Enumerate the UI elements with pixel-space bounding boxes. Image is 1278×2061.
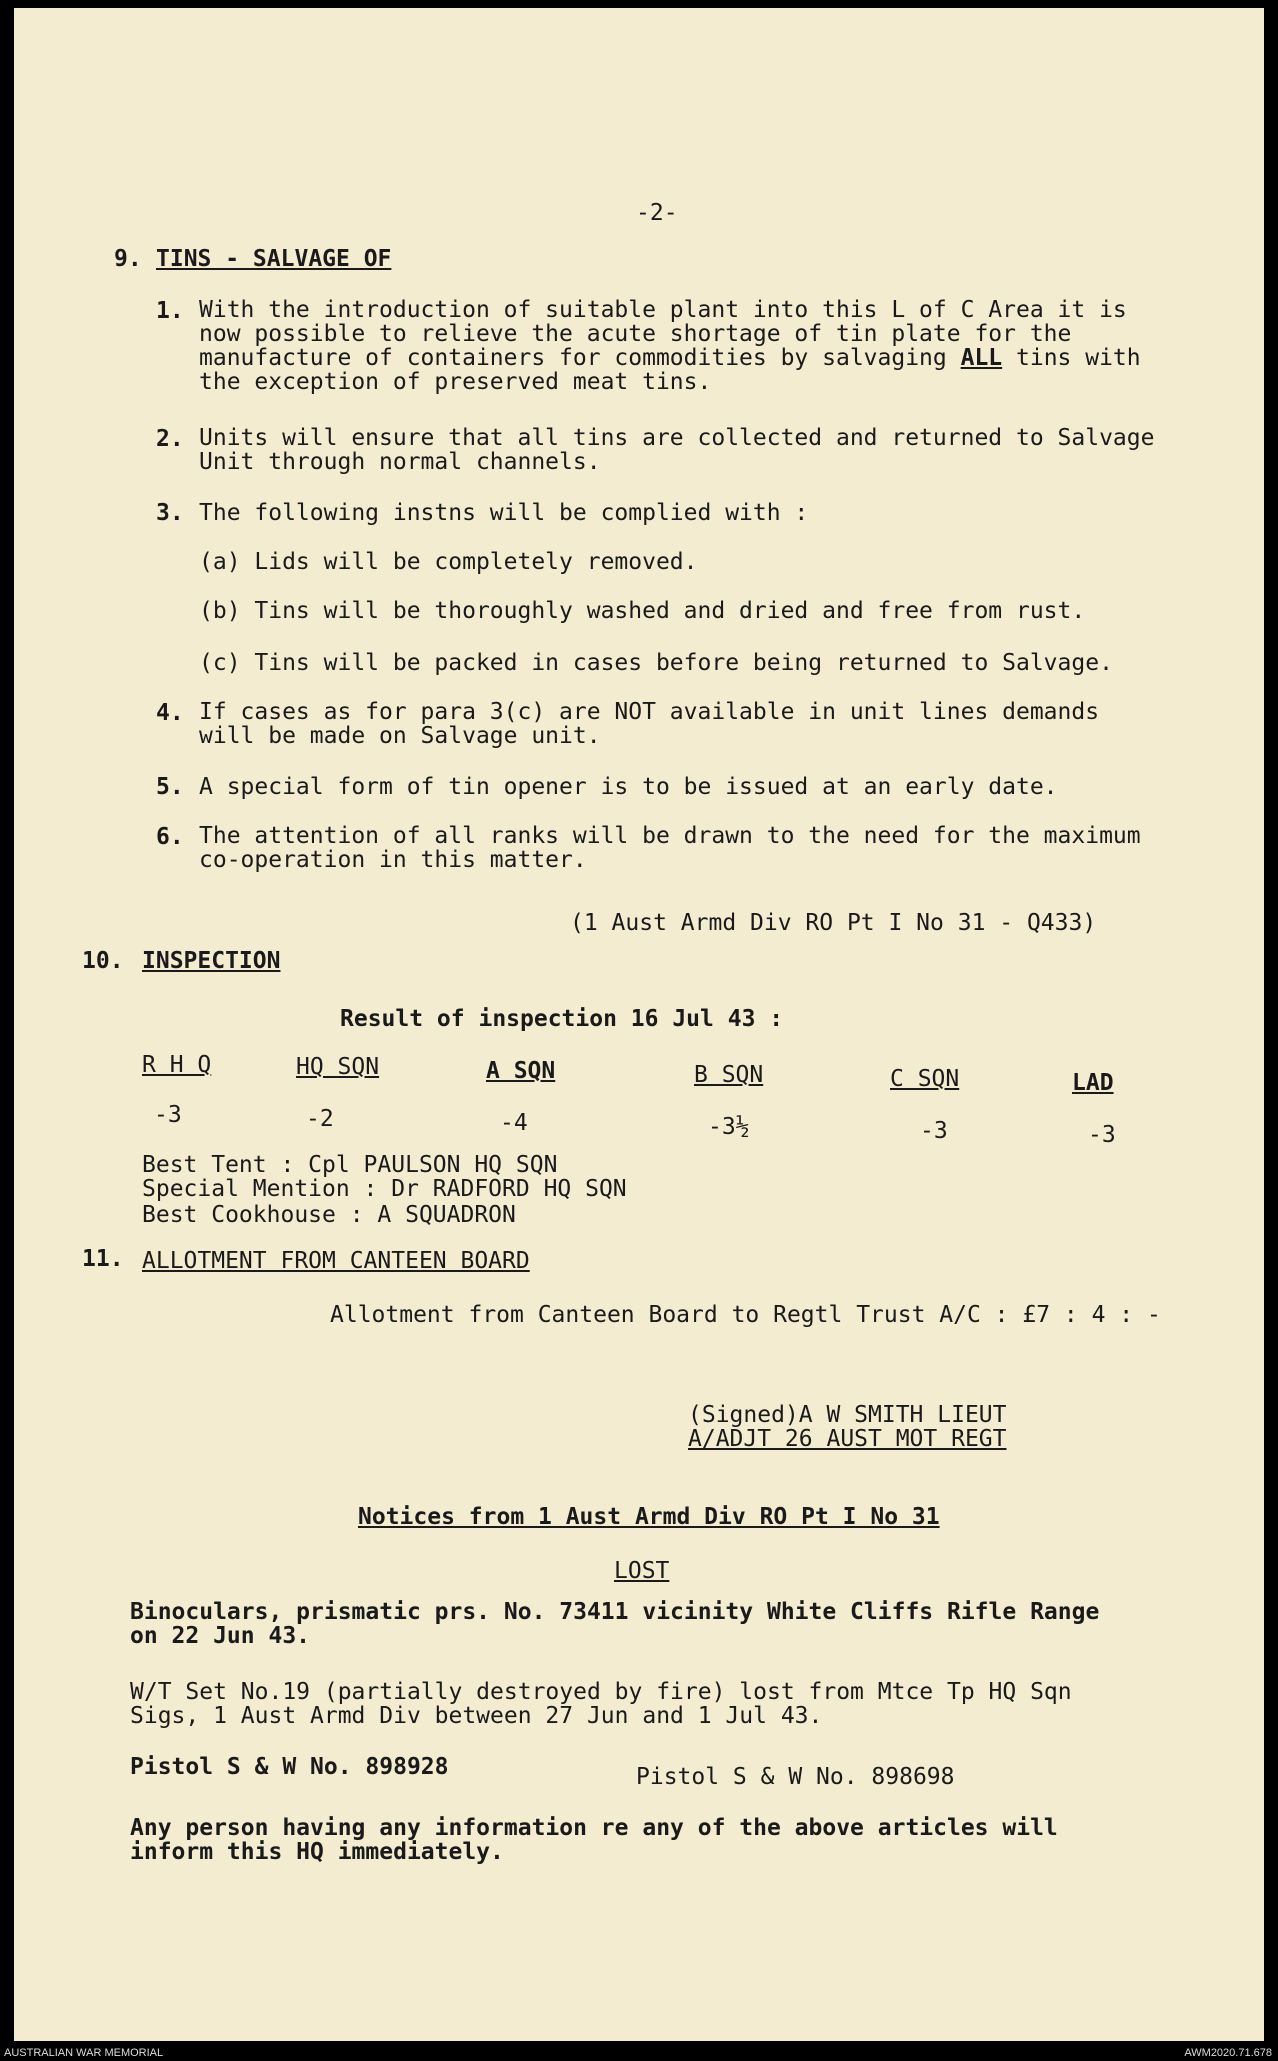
reference-note: (1 Aust Armd Div RO Pt I No 31 - Q433) [570, 910, 1097, 936]
text-line: With the introduction of suitable plant into this L of C Area it is [199, 297, 1127, 323]
score-hq-sqn: -2 [306, 1106, 334, 1132]
text-line: on 22 Jun 43. [130, 1623, 311, 1649]
para-number: 5. [156, 774, 184, 800]
signature-title: A/ADJT 26 AUST MOT REGT [688, 1426, 1007, 1452]
lost-item-pistol-2: Pistol S & W No. 898698 [636, 1764, 955, 1790]
best-cookhouse: Best Cookhouse : A SQUADRON [142, 1202, 516, 1228]
section-10-number: 10. [82, 948, 124, 974]
emphasis-all: ALL [960, 345, 1003, 371]
text-line: now possible to relieve the acute shortage of tin plate for the [199, 321, 1072, 347]
para-number: 3. [156, 500, 184, 526]
text-line: Binoculars, prismatic prs. No. 73411 vicinity White Cliffs Rifle Range [130, 1599, 1100, 1625]
text-line: the exception of preserved meat tins. [199, 369, 712, 395]
section-10-heading: INSPECTION [142, 948, 281, 974]
inspection-result-title: Result of inspection 16 Jul 43 : [340, 1006, 784, 1032]
para-6-text [199, 824, 1141, 872]
text-line: W/T Set No.19 (partially destroyed by fire) lost from Mtce Tp HQ Sqn [130, 1679, 1072, 1705]
closing-instruction [130, 1816, 1058, 1864]
section-11-number: 11. [82, 1246, 124, 1272]
column-hq-sqn: HQ SQN [296, 1054, 380, 1080]
text-line: If cases as for para 3(c) are NOT available in unit lines demands [199, 699, 1100, 725]
score-c-sqn: -3 [920, 1118, 948, 1144]
page-number: -2- [636, 200, 678, 226]
score-b-sqn: -3½ [708, 1114, 750, 1140]
para-1-text [199, 298, 1141, 394]
best-tent: Best Tent : Cpl PAULSON HQ SQN [142, 1152, 558, 1178]
para-number: 1. [156, 298, 184, 324]
para-3a-text: (a) Lids will be completely removed. [199, 549, 698, 575]
lost-item-pistol-1: Pistol S & W No. 898928 [130, 1754, 449, 1780]
para-number: 4. [156, 700, 184, 726]
score-lad: -3 [1088, 1122, 1116, 1148]
text-span: manufacture of containers for commodities by salvaging [199, 345, 961, 371]
text-line: Units will ensure that all tins are collected and returned to Salvage [199, 425, 1155, 451]
notices-subheading: LOST [614, 1558, 670, 1584]
section-9-number: 9. [114, 246, 142, 272]
para-2-text [199, 426, 1154, 474]
signature-name: (Signed)A W SMITH LIEUT [688, 1402, 1007, 1428]
para-number: 2. [156, 426, 184, 452]
document-page [14, 8, 1264, 2041]
para-3b-text: (b) Tins will be thoroughly washed and dried and free from rust. [199, 598, 1086, 624]
text-line: will be made on Salvage unit. [199, 723, 601, 749]
para-3c-text: (c) Tins will be packed in cases before being returned to Salvage. [199, 650, 1113, 676]
score-a-sqn: -4 [500, 1110, 528, 1136]
notices-heading: Notices from 1 Aust Armd Div RO Pt I No 31 [358, 1504, 940, 1530]
para-3-text: The following instns will be complied with : [199, 500, 809, 526]
footer-right-label: AWM2020.71.678 [1184, 2047, 1272, 2059]
para-number: 6. [156, 824, 184, 850]
para-4-text [199, 700, 1099, 748]
column-rhq: R H Q [142, 1052, 212, 1078]
text-line: Unit through normal channels. [199, 449, 601, 475]
text-line: inform this HQ immediately. [130, 1839, 504, 1865]
footer-left-label: AUSTRALIAN WAR MEMORIAL [4, 2047, 164, 2059]
column-a-sqn: A SQN [486, 1058, 556, 1084]
para-5-text: A special form of tin opener is to be issued at an early date. [199, 774, 1058, 800]
lost-item-binoculars [130, 1600, 1099, 1648]
section-9-heading: TINS - SALVAGE OF [156, 246, 392, 272]
text-line: The attention of all ranks will be drawn to the need for the maximum [199, 823, 1141, 849]
column-lad: LAD [1072, 1070, 1114, 1096]
column-b-sqn: B SQN [694, 1062, 764, 1088]
allotment-text: Allotment from Canteen Board to Regtl Trust A/C : £7 : 4 : - [330, 1302, 1161, 1328]
column-c-sqn: C SQN [890, 1066, 960, 1092]
text-line: Any person having any information re any of the above articles will [130, 1815, 1058, 1841]
score-rhq: -3 [154, 1102, 182, 1128]
text-line: Sigs, 1 Aust Armd Div between 27 Jun and 1 Jul 43. [130, 1703, 823, 1729]
section-11-heading: ALLOTMENT FROM CANTEEN BOARD [142, 1248, 530, 1274]
text-line [199, 346, 1141, 370]
text-line: co-operation in this matter. [199, 847, 587, 873]
lost-item-wt-set [130, 1680, 1072, 1728]
special-mention: Special Mention : Dr RADFORD HQ SQN [142, 1176, 627, 1202]
text-span: tins with [1002, 345, 1141, 371]
